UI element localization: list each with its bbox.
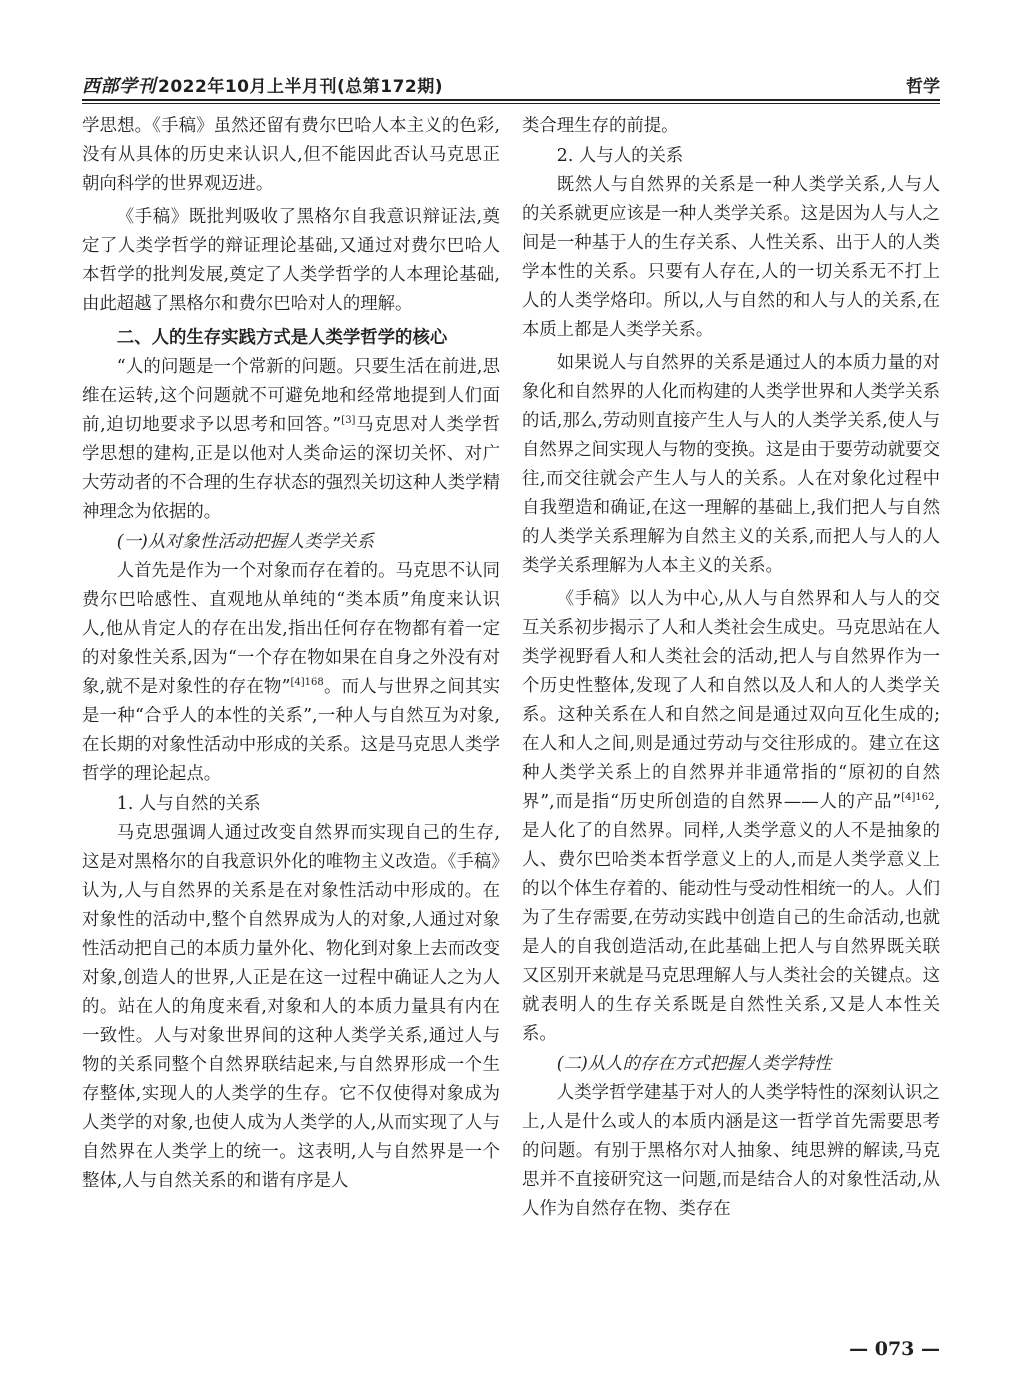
page-number: — 073 — bbox=[849, 1338, 940, 1360]
item-heading: 1. 人与自然的关系 bbox=[116, 794, 261, 814]
paragraph: 既然人与自然界的关系是一种人类学关系,人与人的关系就更应该是一种人类学关系。这是因为人与人之间是一种基于人的生存关系、人性关系、出于人的人类学本性的关系。只要有人存在,人的一切关系无不打上人的人类学烙印。所以,人与自然的和人与人的关系,在本质上都是人类学关系。 bbox=[522, 175, 940, 340]
journal-logo: 西部学刊 bbox=[82, 76, 156, 97]
section-name: 哲学 bbox=[906, 77, 940, 97]
citation: [4]162 bbox=[901, 792, 935, 803]
subsection-heading: (一)从对象性活动把握人类学关系 bbox=[116, 532, 374, 552]
paragraph: 人类学哲学建基于对人的人类学特性的深刻认识之上,人是什么或人的本质内涵是这一哲学首先需要思考的问题。有别于黑格尔对人抽象、纯思辨的解读,马克思并不直接研究这一问题,而是结合人的对象性活动,从人作为自然存在物、类存在 bbox=[522, 1083, 940, 1219]
paragraph: “人的问题是一个常新的问题。只要生活在前进,思维在运转,这个问题就不可避免地和经常地提到人们面前,迫切地要求予以思考和回答。”[3]马克思对人类学哲学思想的建构,正是以他对人类命运的深切关怀、对广大劳动者的不合理的生存状态的强烈关切这种人类学精神理念为依据的。 bbox=[82, 357, 500, 522]
header-rule-thick bbox=[82, 99, 940, 101]
right-column bbox=[522, 112, 940, 1224]
issue-info: 2022年10月上半月刊(总第172期) bbox=[158, 77, 443, 97]
paragraph: 类合理生存的前提。 bbox=[522, 116, 679, 136]
item-heading: 2. 人与人的关系 bbox=[556, 146, 684, 166]
paragraph: 马克思强调人通过改变自然界而实现自己的生存,这是对黑格尔的自我意识外化的唯物主义改造。《手稿》认为,人与自然界的关系是在对象性活动中形成的。在对象性的活动中,整个自然界成为人的对象,人通过对象性活动把自己的本质力量外化、物化到对象上去而改变对象,创造人的世界,人正是在这一过程中确证人之为人的。站在人的角度来看,对象和人的本质力量具有内在一致性。人与对象世界间的这种人类学关系,通过人与物的关系同整个自然界联结起来,与自然界形成一个生存整体,实现人的人类学的生存。它不仅使得对象成为人类学的对象,也使人成为人类学的人,从而实现了人与自然界在人类学上的统一。这表明,人与自然界是一个整体,人与自然关系的和谐有序是人 bbox=[82, 823, 500, 1191]
paragraph: 《手稿》以人为中心,从人与自然界和人与人的交互关系初步揭示了人和人类社会生成史。马克思站在人类学视野看人和人类社会的活动,把人与自然界作为一个历史性整体,发现了人和自然以及人和人的人类学关系。这种关系在人和自然之间是通过双向互化生成的;在人和人之间,则是通过劳动与交往形成的。建立在这种人类学关系上的自然界并非通常指的“原初的自然界”,而是指“历史所创造的自然界——人的产品”$^{[4]162}$,是人化了的自然界。同样,人类学意义的人不是抽象的人、费尔巴哈类本哲学意义上的人,而是人类学意义上的以个体生存着的、能动性与受动性相统一的人。人们为了生存需要,在劳动实践中创造自己的生命活动,也就是人的自我创造活动,在此基础上把人与自然界既关联又区别开来就是马克思理解人与人类社会的关键点。这就表明人的生存关系既是自然性关系,又是人本性关系。 bbox=[522, 589, 940, 1044]
header-rule-thin bbox=[82, 103, 940, 104]
section-heading: 二、人的生存实践方式是人类学哲学的核心 bbox=[116, 328, 448, 348]
paragraph: 人首先是作为一个对象而存在着的。马克思不认同费尔巴哈感性、直观地从单纯的“类本质”角度来认识人,他从肯定人的存在出发,指出任何存在物都有着一定的对象性关系,因为“一个存在物如果在自身之外没有对象,就不是对象性的存在物”$^{[4]168}$。而人与世界之间其实是一种“合乎人的本性的关系”,一种人与自然互为对象,在长期的对象性活动中形成的关系。这是马克思人类学哲学的理论起点。 bbox=[82, 561, 500, 784]
paragraph: 学思想。《手稿》虽然还留有费尔巴哈人本主义的色彩,没有从具体的历史来认识人,但不能因此否认马克思正朝向科学的世界观迈进。 bbox=[82, 116, 500, 194]
paragraph: 《手稿》既批判吸收了黑格尔自我意识辩证法,奠定了人类学哲学的辩证理论基础,又通过对费尔巴哈人本哲学的批判发展,奠定了人类学哲学的人本理论基础,由此超越了黑格尔和费尔巴哈对人的理解。 bbox=[82, 207, 500, 314]
citation: [3] bbox=[341, 415, 356, 426]
journal-issue bbox=[82, 72, 443, 98]
paragraph: 如果说人与自然界的关系是通过人的本质力量的对象化和自然界的人化而构建的人类学世界和人类学关系的话,那么,劳动则直接产生人与人的人类学关系,使人与自然界之间实现人与物的变换。这是由于要劳动就要交往,而交往就会产生人与人的关系。人在对象化过程中自我塑造和确证,在这一理解的基础上,我们把人与自然的人类学关系理解为自然主义的关系,而把人与人的人类学关系理解为人本主义的关系。 bbox=[522, 353, 940, 576]
citation: [4]168 bbox=[290, 677, 324, 688]
subsection-heading: (二)从人的存在方式把握人类学特性 bbox=[556, 1054, 832, 1074]
left-column bbox=[82, 112, 500, 1196]
running-header bbox=[82, 70, 940, 100]
